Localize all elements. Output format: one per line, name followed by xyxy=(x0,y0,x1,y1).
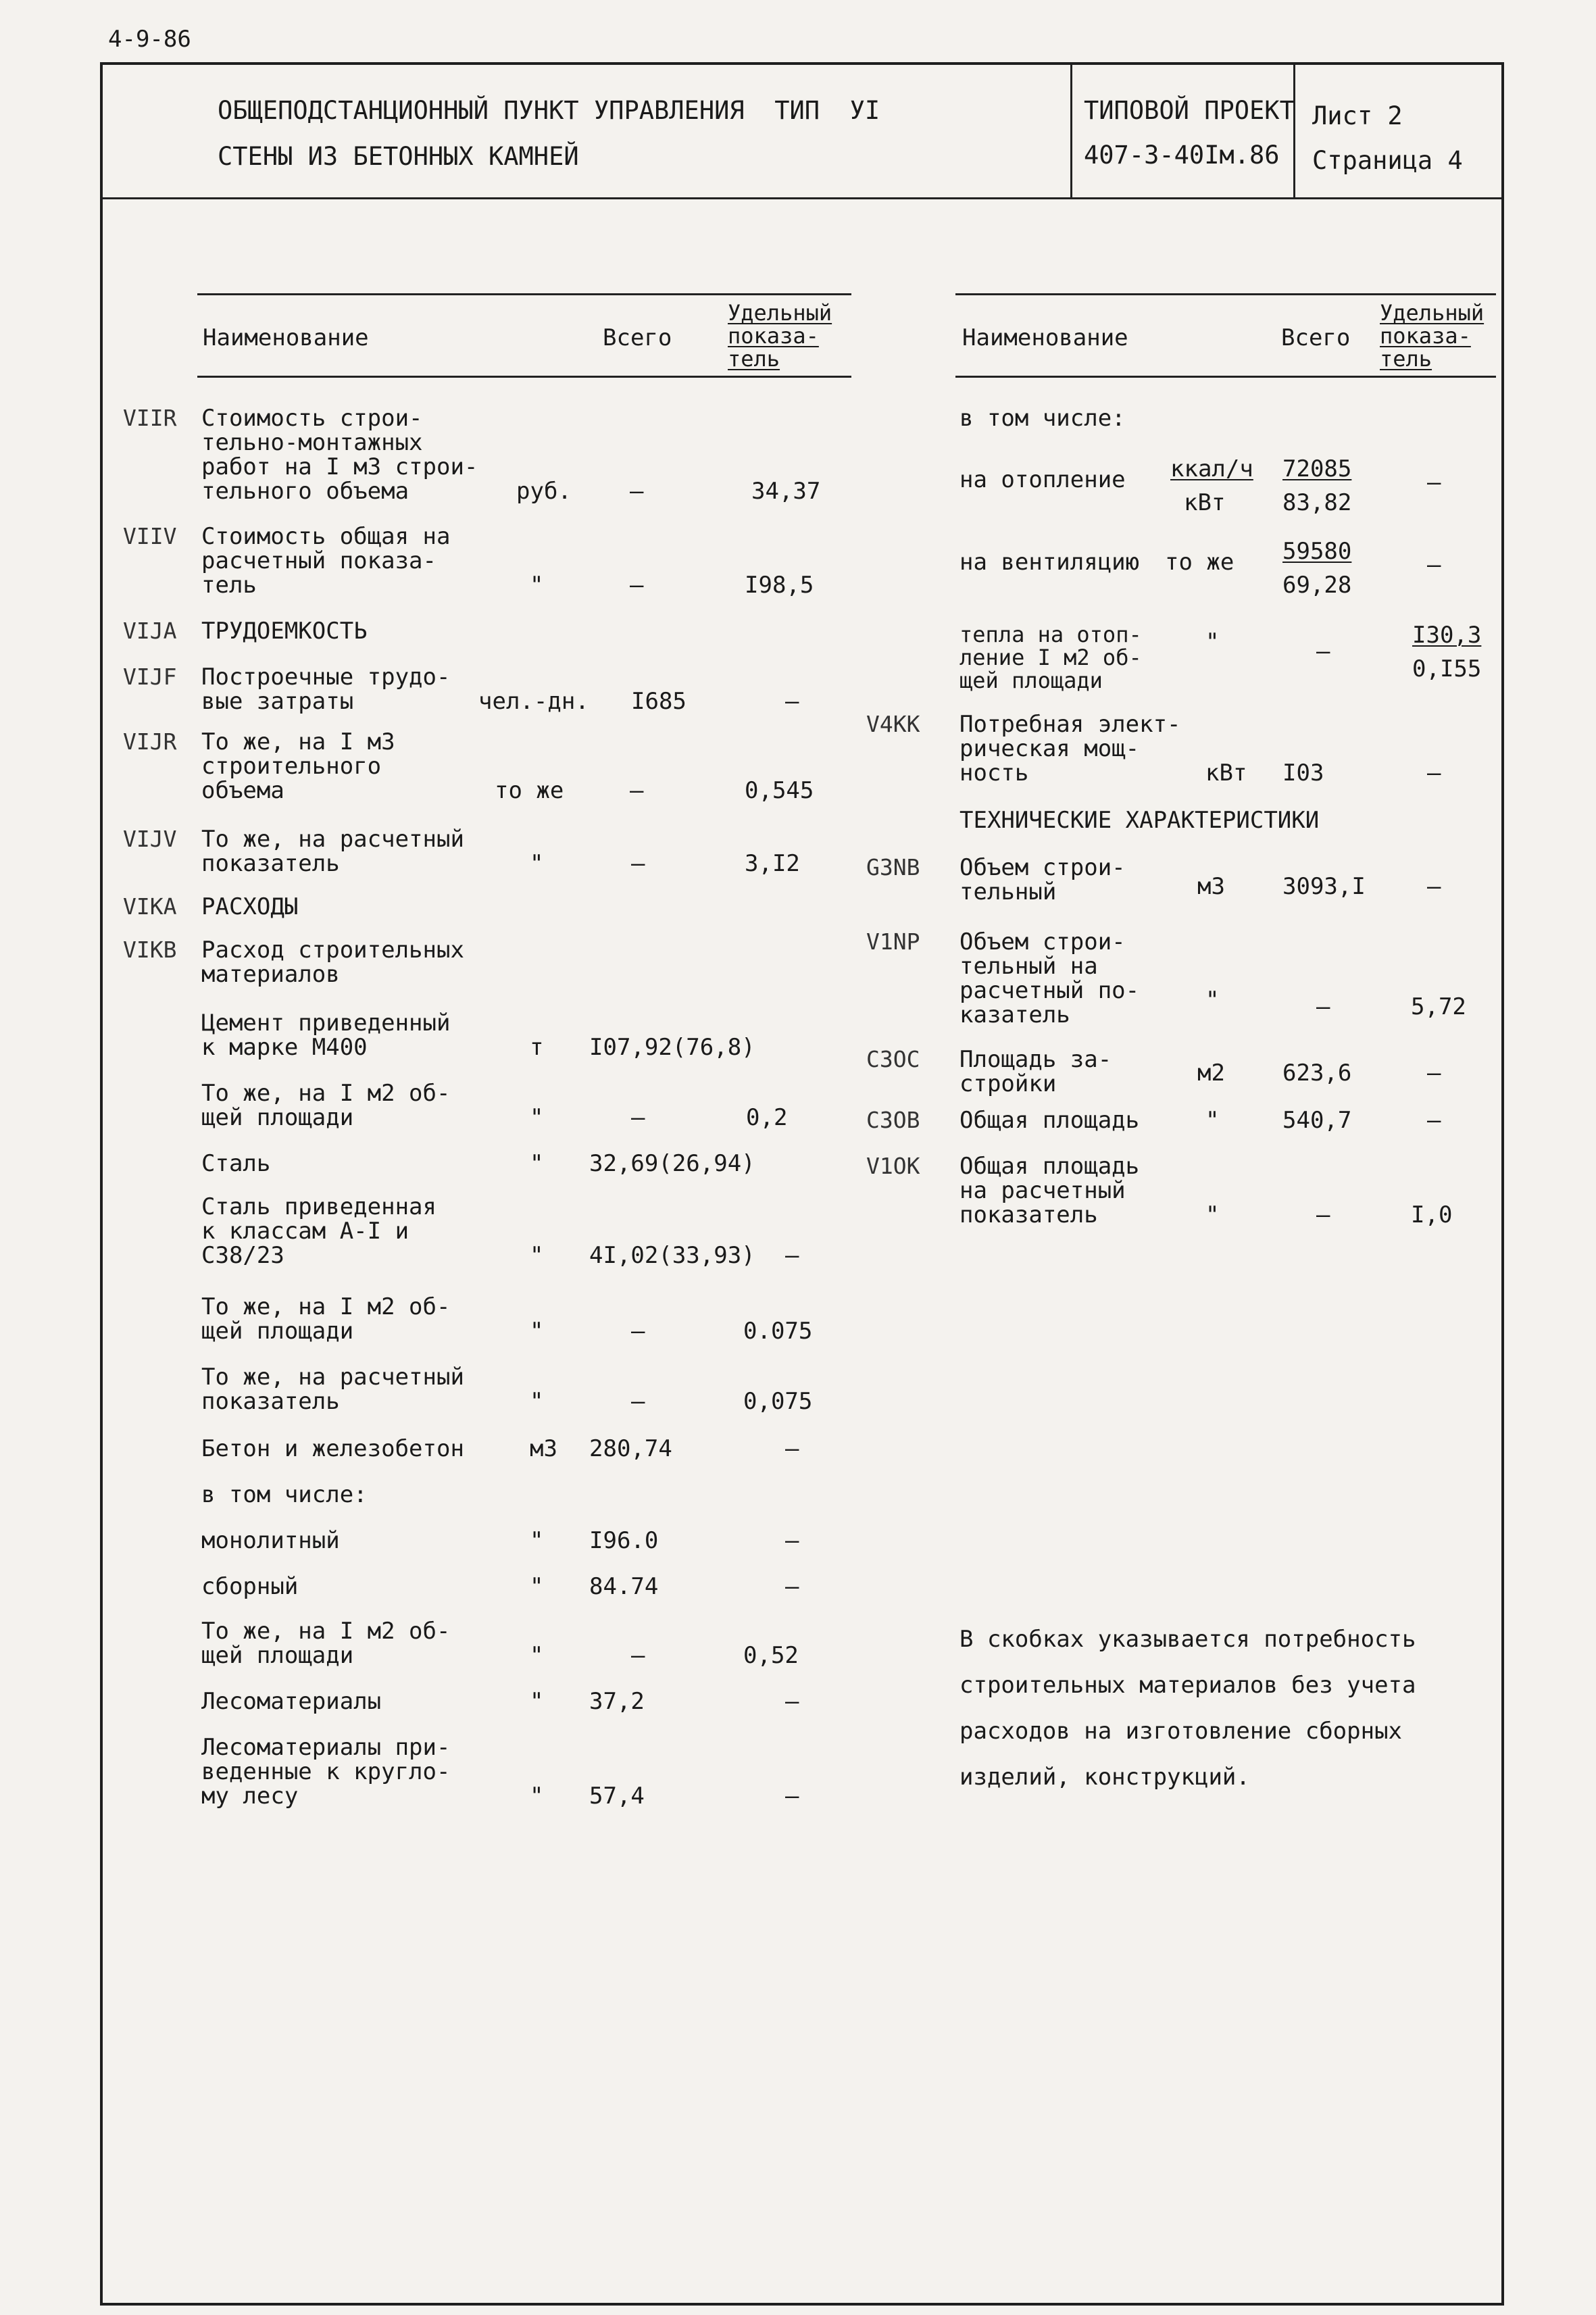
row-specific: – xyxy=(1427,469,1441,496)
row-total: 72085 xyxy=(1282,455,1352,482)
row-name: в том числе: xyxy=(201,1481,368,1508)
project-code: 407-3-40Iм.86 xyxy=(1084,141,1280,170)
row-unit: " xyxy=(530,1527,544,1554)
title-vline-1 xyxy=(1070,65,1072,197)
row-specific-secondary: 0,I55 xyxy=(1412,655,1482,682)
row-code: VIJF xyxy=(123,664,177,690)
row-name: То же, на расчетный показатель xyxy=(201,1364,464,1415)
row-specific: 0,545 xyxy=(745,777,814,804)
left-table-header-rule xyxy=(197,376,851,378)
row-name: Лесоматериалы xyxy=(201,1688,382,1715)
row-total: – xyxy=(1316,993,1330,1020)
row-name: в том числе: xyxy=(959,405,1126,432)
row-name: Объем строи- тельный xyxy=(959,854,1126,905)
row-code: V4KK xyxy=(866,711,920,737)
row-name: Лесоматериалы при- веденные к кругло- му лесу xyxy=(201,1734,451,1810)
page-frame xyxy=(100,62,1504,2306)
row-total: – xyxy=(631,1642,645,1669)
row-name: Общая площадь xyxy=(959,1107,1140,1134)
row-code: VIIV xyxy=(123,523,177,549)
row-total: – xyxy=(630,777,644,804)
row-name: Бетон и железобетон xyxy=(201,1435,464,1462)
row-total: 4I,02(33,93) xyxy=(589,1242,755,1269)
row-unit: то же xyxy=(495,777,564,804)
row-total: I03 xyxy=(1282,760,1324,787)
row-total: 84.74 xyxy=(589,1573,659,1600)
left-table-top-rule xyxy=(197,293,851,295)
row-specific: I30,3 xyxy=(1412,622,1482,649)
row-unit: " xyxy=(530,1388,544,1415)
title-line-2: СТЕНЫ ИЗ БЕТОННЫХ КАМНЕЙ xyxy=(218,142,579,171)
row-specific: 5,72 xyxy=(1411,993,1466,1020)
row-specific: – xyxy=(785,1688,799,1715)
right-header-name: Наименование xyxy=(962,324,1128,351)
row-total: – xyxy=(630,478,644,505)
document-number: 4-9-86 xyxy=(108,26,191,53)
row-name: Общая площадь на расчетный показатель xyxy=(959,1153,1140,1228)
row-name: Построечные трудо- вые затраты xyxy=(201,664,451,715)
row-code: VIIR xyxy=(123,405,177,431)
title-vline-2 xyxy=(1293,65,1295,197)
row-name: РАСХОДЫ xyxy=(201,893,299,920)
row-unit: " xyxy=(530,1783,544,1810)
row-specific: 34,37 xyxy=(751,478,821,505)
row-specific: – xyxy=(785,1573,799,1600)
footnote: В скобках указывается потребность строительных материалов без учета расходов на изготовление сборных изделий, конструкций. xyxy=(959,1626,1416,1791)
row-code: V1OK xyxy=(866,1153,920,1179)
left-header-specific: Удельный показа- тель xyxy=(728,300,832,372)
row-specific: – xyxy=(1427,760,1441,787)
row-unit: " xyxy=(530,1318,544,1345)
row-specific: 0,52 xyxy=(743,1642,799,1669)
row-total: – xyxy=(631,850,645,877)
row-unit: м3 xyxy=(530,1435,557,1462)
row-unit: " xyxy=(1205,987,1220,1014)
row-name: на отопление xyxy=(959,466,1126,493)
row-name: Сталь xyxy=(201,1150,271,1177)
row-unit: " xyxy=(530,1104,544,1131)
row-total: – xyxy=(1316,638,1330,665)
row-specific: – xyxy=(785,688,799,715)
row-unit: ккал/ч xyxy=(1170,455,1253,482)
row-unit-secondary: кВт xyxy=(1184,489,1226,516)
row-code: VIJR xyxy=(123,728,177,755)
row-unit: " xyxy=(530,1688,544,1715)
row-unit: " xyxy=(530,850,544,877)
row-specific: – xyxy=(1427,1060,1441,1087)
row-total: 280,74 xyxy=(589,1435,672,1462)
right-header-specific: Удельный показа- тель xyxy=(1380,300,1485,372)
row-name: на вентиляцию xyxy=(959,549,1140,576)
row-specific: 3,I2 xyxy=(745,850,800,877)
row-name: То же, на I м2 об- щей площади xyxy=(201,1080,451,1131)
left-header-total: Всего xyxy=(603,324,672,351)
row-name: монолитный xyxy=(201,1527,340,1554)
row-code: C3OB xyxy=(866,1107,920,1133)
row-unit: " xyxy=(1205,1201,1220,1228)
row-total: – xyxy=(1316,1201,1330,1228)
row-code: VIKA xyxy=(123,893,177,920)
row-unit: то же xyxy=(1165,549,1235,576)
row-specific: 0,075 xyxy=(743,1388,813,1415)
row-unit: м3 xyxy=(1197,873,1225,900)
row-total: 59580 xyxy=(1282,538,1352,565)
row-code: VIJA xyxy=(123,618,177,644)
row-total: I685 xyxy=(631,688,687,715)
row-unit: " xyxy=(530,1242,544,1269)
row-total: 32,69(26,94) xyxy=(589,1150,755,1177)
row-code: VIJV xyxy=(123,826,177,852)
row-total-secondary: 83,82 xyxy=(1282,489,1352,516)
row-total: – xyxy=(631,1388,645,1415)
row-unit: " xyxy=(530,1573,544,1600)
row-total: I07,92(76,8) xyxy=(589,1034,755,1061)
row-code: G3NB xyxy=(866,854,920,880)
row-specific: – xyxy=(785,1435,799,1462)
title-line-1: ОБЩЕПОДСТАНЦИОННЫЙ ПУНКТ УПРАВЛЕНИЯ ТИП УI xyxy=(218,96,880,125)
row-code: V1NP xyxy=(866,928,920,955)
row-specific: – xyxy=(1427,1107,1441,1134)
row-total: – xyxy=(631,1104,645,1131)
row-name: То же, на I м2 об- щей площади xyxy=(201,1618,451,1669)
row-specific: – xyxy=(785,1527,799,1554)
row-name: тепла на отоп- ление I м2 об- щей площади xyxy=(959,622,1142,693)
row-specific: 0,2 xyxy=(746,1104,788,1131)
right-table-header-rule xyxy=(955,376,1496,378)
right-table-top-rule xyxy=(955,293,1496,295)
row-name: Объем строи- тельный на расчетный по- казатель xyxy=(959,928,1140,1028)
row-unit: кВт xyxy=(1205,760,1247,787)
row-name: сборный xyxy=(201,1573,299,1600)
row-specific: – xyxy=(1427,551,1441,578)
sheet-number: Лист 2 xyxy=(1312,101,1403,130)
row-name: Потребная элект- рическая мощ- ность xyxy=(959,711,1181,787)
row-name: Цемент приведенный к марке М400 xyxy=(201,1010,451,1061)
page-number: Страница 4 xyxy=(1312,146,1463,175)
left-header-name: Наименование xyxy=(203,324,369,351)
row-code: C3OC xyxy=(866,1046,920,1072)
right-header-total: Всего xyxy=(1281,324,1351,351)
row-unit: " xyxy=(1205,1107,1220,1134)
row-name: Сталь приведенная к классам А-I и С38/23 xyxy=(201,1193,437,1269)
row-code: VIKB xyxy=(123,937,177,963)
row-specific: I,0 xyxy=(1411,1201,1453,1228)
row-total: 37,2 xyxy=(589,1688,645,1715)
row-name: ТЕХНИЧЕСКИЕ ХАРАКТЕРИСТИКИ xyxy=(959,807,1320,834)
row-specific: – xyxy=(785,1242,799,1269)
row-name: То же, на I м3 строительного объема xyxy=(201,728,395,804)
row-total: 57,4 xyxy=(589,1783,645,1810)
row-specific: – xyxy=(785,1783,799,1810)
row-unit: " xyxy=(530,1150,544,1177)
row-specific: I98,5 xyxy=(745,572,814,599)
row-unit: " xyxy=(530,572,544,599)
row-unit: т xyxy=(530,1034,544,1061)
row-total: – xyxy=(631,1318,645,1345)
row-unit: чел.-дн. xyxy=(478,688,589,715)
row-unit: " xyxy=(1205,628,1220,655)
row-name: То же, на расчетный показатель xyxy=(201,826,464,877)
row-name: Площадь за- стройки xyxy=(959,1046,1112,1097)
row-unit: " xyxy=(530,1642,544,1669)
row-name: Стоимость общая на расчетный показа- тель xyxy=(201,523,451,599)
row-name: Расход строительных материалов xyxy=(201,937,464,988)
row-total: 623,6 xyxy=(1282,1060,1352,1087)
row-name: То же, на I м2 об- щей площади xyxy=(201,1293,451,1345)
row-name: Стоимость строи- тельно-монтажных работ на I м3 строи- тельного объема xyxy=(201,405,478,505)
row-total: I96.0 xyxy=(589,1527,659,1554)
row-unit: м2 xyxy=(1197,1060,1225,1087)
row-unit: руб. xyxy=(516,478,572,505)
project-label: ТИПОВОЙ ПРОЕКТ xyxy=(1084,96,1295,125)
row-specific: 0.075 xyxy=(743,1318,813,1345)
row-total-secondary: 69,28 xyxy=(1282,572,1352,599)
row-total: 540,7 xyxy=(1282,1107,1352,1134)
row-total: 3093,I xyxy=(1282,873,1366,900)
row-total: – xyxy=(630,572,644,599)
row-specific: – xyxy=(1427,873,1441,900)
title-divider xyxy=(103,197,1501,199)
row-name: ТРУДОЕМКОСТЬ xyxy=(201,618,368,645)
